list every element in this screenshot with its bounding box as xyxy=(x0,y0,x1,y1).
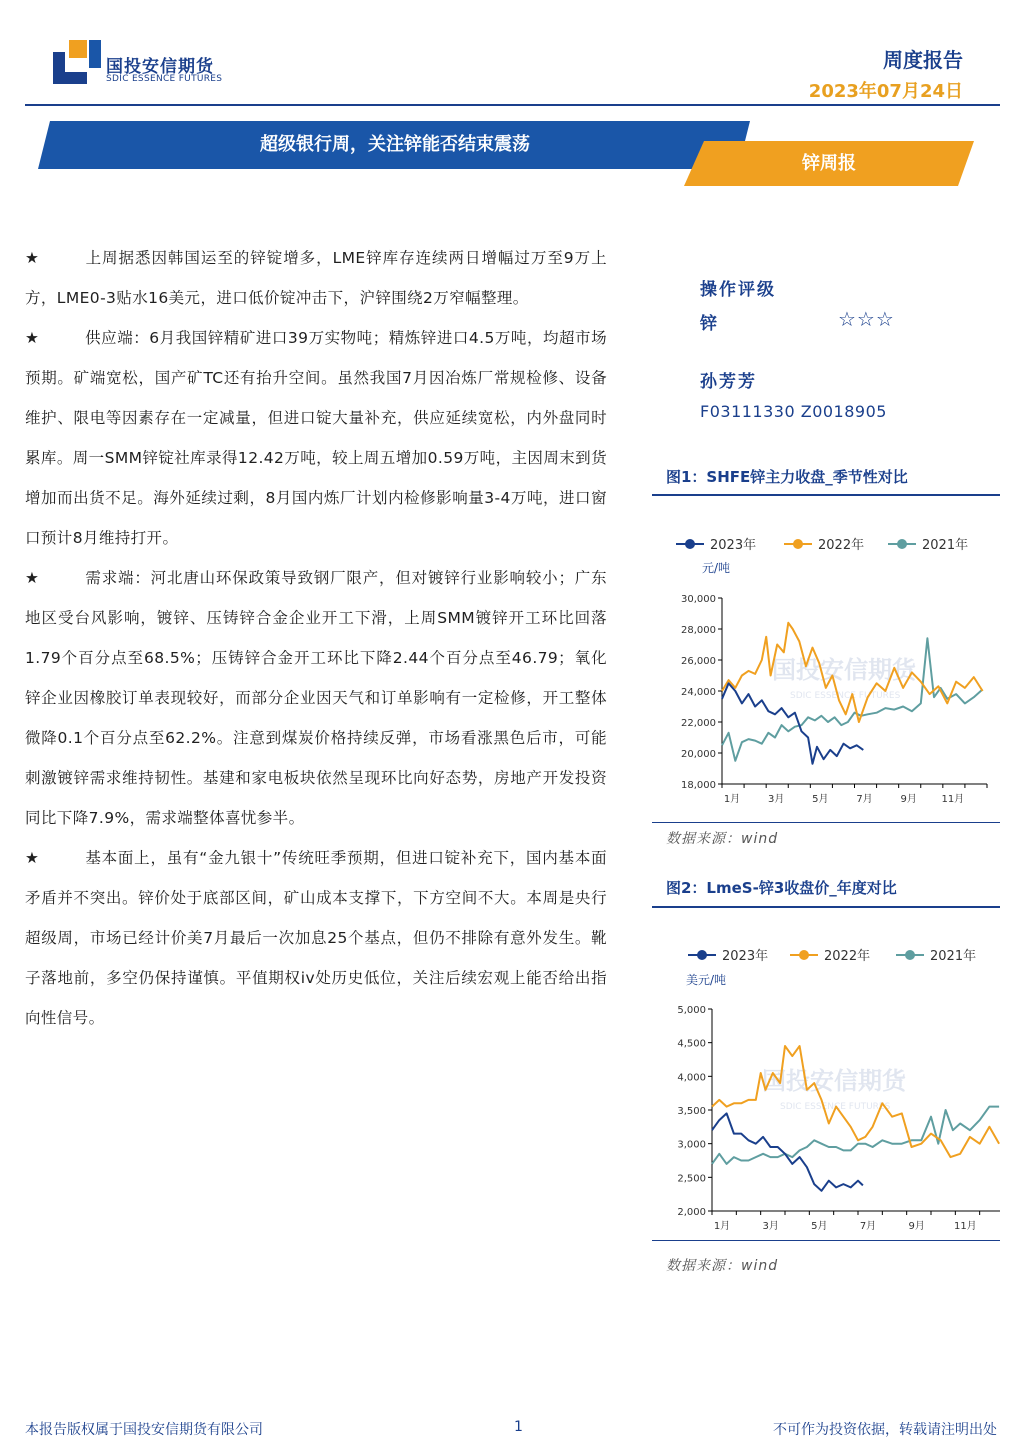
x-tick-label: 7月 xyxy=(856,794,873,805)
chart-shfe-zinc xyxy=(652,520,1000,820)
y-tick-label: 18,000 xyxy=(681,780,716,791)
figure-2-title: 图2：LmeS-锌3收盘价_年度对比 xyxy=(666,879,897,897)
y-tick-label: 22,000 xyxy=(681,718,716,729)
y-tick-label: 24,000 xyxy=(681,687,716,698)
analyst-codes: F03111330 Z0018905 xyxy=(700,402,887,421)
x-tick-label: 1月 xyxy=(723,794,741,805)
x-tick-label: 5月 xyxy=(812,794,829,805)
header-divider xyxy=(25,104,1000,106)
legend-label: 2021年 xyxy=(930,949,977,964)
legend-label: 2022年 xyxy=(818,538,865,553)
y-tick-label: 20,000 xyxy=(681,749,716,760)
report-type: 周度报告 xyxy=(883,48,963,72)
legend-marker xyxy=(905,950,915,960)
legend-marker xyxy=(697,950,707,960)
rating-item: 锌 xyxy=(700,314,717,334)
y-tick-label: 30,000 xyxy=(681,594,716,605)
legend-label: 2023年 xyxy=(722,949,769,964)
y-tick-label: 28,000 xyxy=(681,625,716,636)
chart-lme-zinc xyxy=(652,930,1000,1240)
report-title: 超级银行周，关注锌能否结束震荡 xyxy=(260,134,530,155)
star-bullet: ★ xyxy=(25,329,40,347)
x-tick-label: 3月 xyxy=(762,1221,779,1232)
x-tick-label: 11月 xyxy=(941,794,965,805)
series-line xyxy=(712,1113,863,1190)
legend-marker xyxy=(685,539,695,549)
watermark-text-en: SDIC ESSENCE FUTURES xyxy=(790,691,901,701)
legend-marker xyxy=(799,950,809,960)
paragraph: ★ 供应端：6月我国锌精矿进口39万实物吨；精炼锌进口4.5万吨，均超市场预期。矿端宽松，国产矿TC还有抬升空间。虽然我国7月因冶炼厂常规检修、设备维护、限电等因素存在一定减量，但进口锭大量补充，供应延续宽松，内外盘同时累库。周一SMM锌锭社库录得12.42万吨，较上周五增加0.59万吨，主因周末到货增加而出货不足。海外延续过剩，8月国内炼厂计划内检修影响量3-4万吨，进口窗口预计8月维持打开。 xyxy=(25,318,607,558)
rating-label: 操作评级 xyxy=(700,280,776,300)
x-tick-label: 7月 xyxy=(859,1221,877,1232)
legend-label: 2023年 xyxy=(710,538,757,553)
y-axis-unit: 美元/吨 xyxy=(686,973,727,987)
x-tick-label: 5月 xyxy=(811,1221,828,1232)
company-name-en: SDIC ESSENCE FUTURES xyxy=(106,74,223,84)
x-tick-label: 9月 xyxy=(908,1221,925,1232)
watermark-text-en: SDIC ESSENCE FUTURES xyxy=(780,1102,891,1112)
y-tick-label: 4,000 xyxy=(677,1072,706,1084)
report-tag: 锌周报 xyxy=(802,153,856,174)
y-tick-label: 3,500 xyxy=(677,1106,706,1117)
figure-1-source: 数据来源：wind xyxy=(666,831,779,847)
y-tick-label: 5,000 xyxy=(677,1005,706,1016)
footer-disclaimer: 不可作为投资依据，转载请注明出处 xyxy=(773,1422,997,1438)
y-tick-label: 3,000 xyxy=(677,1139,706,1151)
legend-label: 2022年 xyxy=(824,949,871,964)
figure-1-rule xyxy=(652,494,1000,496)
x-tick-label: 1月 xyxy=(713,1221,731,1232)
paragraph: ★ 基本面上，虽有“金九银十”传统旺季预期，但进口锭补充下，国内基本面矛盾并不突出。锌价处于底部区间，矿山成本支撑下，下方空间不大。本周是央行超级周，市场已经计价美7月最后一次加息25个基点，但仍不排除有意外发生。靴子落地前，多空仍保持谨慎。平值期权iv处历史低位，关注后续宏观上能否给出指向性信号。 xyxy=(25,838,607,1038)
report-date: 2023年07月24日 xyxy=(808,81,963,102)
legend-marker xyxy=(897,539,907,549)
figure-2-rule xyxy=(652,906,1000,908)
figure-2-bottom-rule xyxy=(652,1240,1000,1241)
watermark-text: 国投安信期货 xyxy=(772,656,916,684)
page-number: 1 xyxy=(514,1419,523,1435)
footer-copyright: 本报告版权属于国投安信期货有限公司 xyxy=(25,1422,263,1438)
company-name-cn: 国投安信期货 xyxy=(106,57,214,77)
star-bullet: ★ xyxy=(25,249,40,267)
y-tick-label: 2,000 xyxy=(677,1207,706,1218)
y-tick-label: 26,000 xyxy=(681,656,716,667)
y-tick-label: 4,500 xyxy=(677,1038,706,1050)
x-tick-label: 11月 xyxy=(953,1221,977,1232)
figure-2-source: 数据来源：wind xyxy=(666,1258,779,1274)
legend-label: 2021年 xyxy=(922,538,969,553)
figure-1-title: 图1：SHFE锌主力收盘_季节性对比 xyxy=(666,468,908,486)
rating-stars-icon: ☆☆☆ xyxy=(838,307,895,331)
figure-1-bottom-rule xyxy=(652,822,1000,823)
y-axis-unit: 元/吨 xyxy=(702,561,731,575)
x-tick-label: 3月 xyxy=(767,794,785,805)
star-bullet: ★ xyxy=(25,569,40,587)
paragraph: ★ 需求端：河北唐山环保政策导致钢厂限产，但对镀锌行业影响较小；广东地区受台风影响，镀锌、压铸锌合金企业开工下滑，上周SMM镀锌开工环比回落1.79个百分点至68.5%；压铸锌合金开工环比下降2.44个百分点至46.79；氧化锌企业因橡胶订单表现较好，而部分企业因天气和订单影响有一定检修，开工整体微降0.1个百分点至62.2%。注意到煤炭价格持续反弹，市场看涨黑色后市，可能刺激镀锌需求维持韧性。基建和家电板块依然呈现环比向好态势，房地产开发投资同比下降7.9%，需求端整体喜忧参半。 xyxy=(25,558,607,838)
y-tick-label: 2,500 xyxy=(677,1173,706,1185)
watermark-text: 国投安信期货 xyxy=(762,1067,906,1095)
x-tick-label: 9月 xyxy=(900,794,917,805)
star-bullet: ★ xyxy=(25,849,40,867)
report-body xyxy=(25,238,607,1038)
company-logo xyxy=(53,40,101,84)
legend-marker xyxy=(793,539,803,549)
analyst-name: 孙芳芳 xyxy=(700,372,757,392)
paragraph: ★ 上周据悉因韩国运至的锌锭增多，LME锌库存连续两日增幅过万至9万上方，LME0-3贴水16美元，进口低价锭冲击下，沪锌围绕2万窄幅整理。 xyxy=(25,238,607,318)
